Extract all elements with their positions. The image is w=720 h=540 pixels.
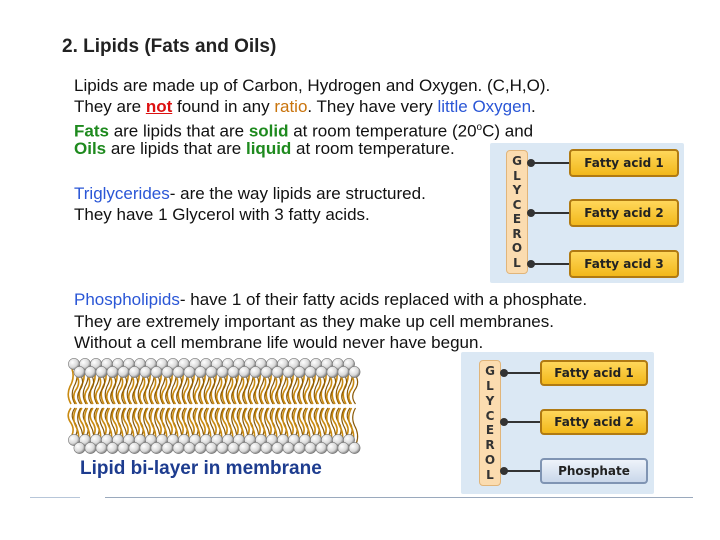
glycerol-letter: O xyxy=(484,453,496,468)
lipid-head xyxy=(283,366,294,377)
degree-mark: o xyxy=(476,122,483,133)
glycerol-letter: R xyxy=(485,438,495,453)
phosphate-box: Phosphate xyxy=(540,458,648,484)
bond-line xyxy=(505,470,541,472)
line-2-part: found in any xyxy=(172,97,275,116)
line-3-part: C) and xyxy=(482,121,534,141)
liquid-word: liquid xyxy=(245,139,292,158)
text-line-7 xyxy=(74,290,587,310)
glycerol-letter: L xyxy=(513,255,521,270)
lipid-head xyxy=(327,442,338,453)
text-line-8 xyxy=(74,312,554,332)
solid-word: solid xyxy=(248,121,289,141)
lipid-head xyxy=(184,366,195,377)
line-7-part: - have 1 of their fatty acids replaced with a phosphate. xyxy=(179,290,588,309)
glycerol-letter: Y xyxy=(485,393,495,408)
line-2-part: . xyxy=(531,97,536,116)
lipid-head xyxy=(206,442,217,453)
lipid-head xyxy=(228,442,239,453)
fatty-acid-1: Fatty acid 1 xyxy=(540,360,648,386)
lipid-head xyxy=(217,442,228,453)
lipid-head xyxy=(239,366,250,377)
glycerol-letter: E xyxy=(512,212,522,227)
lipid-head xyxy=(118,366,129,377)
lipid-head xyxy=(184,442,195,453)
line-6-text: They have 1 Glycerol with 3 fatty acids. xyxy=(74,205,370,224)
lipid-head xyxy=(217,366,228,377)
lipid-head xyxy=(151,366,162,377)
line-4-part: are lipids that are xyxy=(106,139,246,158)
lipid-head xyxy=(239,442,250,453)
lipid-head xyxy=(206,366,217,377)
lipid-head xyxy=(327,366,338,377)
lipid-head xyxy=(305,442,316,453)
phospholipid-diagram xyxy=(461,352,654,494)
lipid-head xyxy=(140,366,151,377)
line-9-text: Without a cell membrane life would never have begun. xyxy=(74,333,484,352)
lipid-head xyxy=(261,442,272,453)
text-line-4 xyxy=(74,139,455,159)
fatty-acid-1: Fatty acid 1 xyxy=(569,149,679,177)
bilayer-caption: Lipid bi-layer in membrane xyxy=(80,458,322,479)
lipid-head xyxy=(195,366,206,377)
lipid-head xyxy=(129,366,140,377)
line-5-part: - are the way lipids are structured. xyxy=(169,184,426,203)
glycerol-letter: E xyxy=(485,423,495,438)
glycerol-letter: O xyxy=(511,241,523,256)
lipid-head xyxy=(162,442,173,453)
lipid-head xyxy=(316,442,327,453)
line-2-part: . They have very xyxy=(307,97,438,116)
glycerol-letter: L xyxy=(486,378,494,393)
little-oxygen-words: little Oxygen xyxy=(437,97,532,116)
lipid-head xyxy=(74,442,85,453)
lipid-head xyxy=(140,442,151,453)
ratio-word: ratio xyxy=(274,97,308,116)
phospholipids-word: Phospholipids xyxy=(74,290,180,309)
page-title: 2. Lipids (Fats and Oils) xyxy=(62,36,277,57)
oils-word: Oils xyxy=(74,139,107,158)
lipid-head xyxy=(162,366,173,377)
line-8-text: They are extremely important as they make up cell membranes. xyxy=(74,312,554,331)
text-line-1 xyxy=(74,76,550,96)
lipid-head xyxy=(85,366,96,377)
line-3-part: are lipids that are xyxy=(108,121,249,141)
triglycerides-word: Triglycerides xyxy=(74,184,170,203)
lipid-head xyxy=(283,442,294,453)
lipid-head xyxy=(107,442,118,453)
lipid-head xyxy=(85,442,96,453)
lipid-head xyxy=(294,366,305,377)
lipid-head xyxy=(250,442,261,453)
lipid-head xyxy=(338,366,349,377)
bond-line xyxy=(532,212,570,214)
line-4-part: at room temperature. xyxy=(291,139,455,158)
lipid-head xyxy=(250,366,261,377)
lipid-bilayer-image xyxy=(66,356,362,456)
lipid-head xyxy=(107,366,118,377)
glycerol-box xyxy=(506,150,528,274)
lipid-head xyxy=(316,366,327,377)
lipid-head xyxy=(195,442,206,453)
lipid-head xyxy=(338,442,349,453)
lipid-head xyxy=(96,366,107,377)
glycerol-box xyxy=(479,360,501,486)
text-line-6 xyxy=(74,205,370,225)
bond-line xyxy=(505,421,541,423)
lipid-head xyxy=(349,366,360,377)
fatty-acid-2: Fatty acid 2 xyxy=(569,199,679,227)
text-line-2 xyxy=(74,97,536,117)
glycerol-letter: R xyxy=(512,226,522,241)
bond-line xyxy=(532,263,570,265)
lipid-head xyxy=(129,442,140,453)
glycerol-letter: Y xyxy=(512,183,522,198)
line-2-part: They are xyxy=(74,97,146,116)
lipid-head xyxy=(261,366,272,377)
lipid-head xyxy=(305,366,316,377)
text-line-5 xyxy=(74,184,426,204)
footer-divider xyxy=(105,497,693,498)
line-3-part: at room temperature (20 xyxy=(288,121,477,141)
fatty-acid-2: Fatty acid 2 xyxy=(540,409,648,435)
lipid-head xyxy=(228,366,239,377)
fatty-acid-3: Fatty acid 3 xyxy=(569,250,679,278)
lipid-head xyxy=(74,366,85,377)
glycerol-letter: G xyxy=(512,154,522,168)
lipid-head xyxy=(272,366,283,377)
line-1-text: Lipids are made up of Carbon, Hydrogen and Oxygen. (C,H,O). xyxy=(74,76,551,95)
not-word: not xyxy=(145,97,173,116)
glycerol-letter: G xyxy=(485,364,495,378)
lipid-head xyxy=(118,442,129,453)
lipid-head xyxy=(96,442,107,453)
glycerol-letter: C xyxy=(485,408,495,423)
triglyceride-diagram xyxy=(490,143,684,283)
glycerol-letter: L xyxy=(486,467,494,482)
lipid-head xyxy=(151,442,162,453)
lipid-head xyxy=(173,366,184,377)
lipid-head xyxy=(173,442,184,453)
glycerol-letter: L xyxy=(513,168,521,183)
fats-word: Fats xyxy=(74,121,109,141)
bond-line xyxy=(532,162,570,164)
lipid-head xyxy=(349,442,360,453)
footer-divider xyxy=(30,497,80,498)
text-line-9 xyxy=(74,333,483,353)
glycerol-letter: C xyxy=(512,197,522,212)
bond-line xyxy=(505,372,541,374)
lipid-head xyxy=(294,442,305,453)
lipid-head xyxy=(272,442,283,453)
